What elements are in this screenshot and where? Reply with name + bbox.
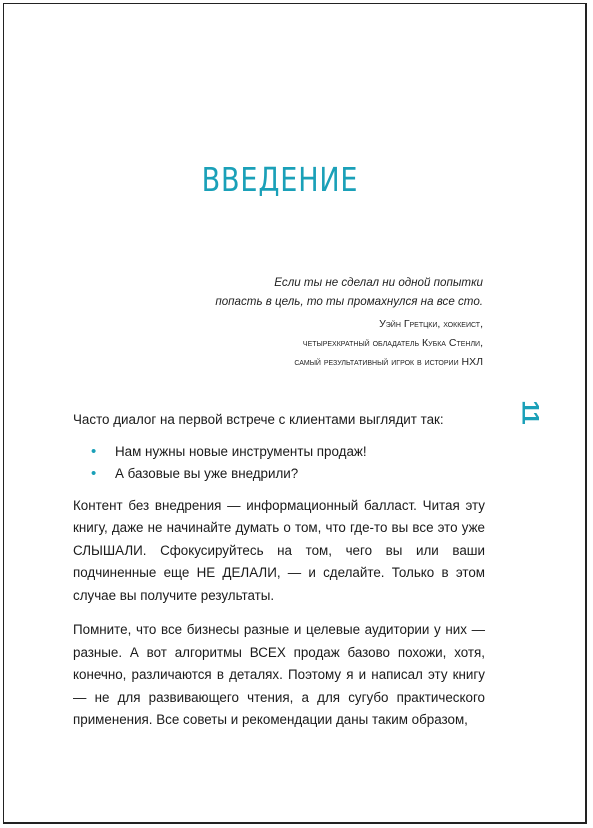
epigraph-attribution-line: самый результативный игрок в истории НХЛ [294, 356, 483, 368]
bullet-list [73, 441, 485, 486]
epigraph [163, 273, 483, 372]
list-item-text: Нам нужны новые инструменты продаж! [115, 443, 367, 459]
chapter-title: ВВЕДЕНИЕ [201, 160, 359, 199]
epigraph-attribution-line: четырехкратный обладатель Кубка Стенли, [302, 337, 483, 349]
list-item [91, 463, 485, 486]
epigraph-quote-line: Если ты не сделал ни одной попытки [274, 276, 483, 289]
paragraph: Помните, что все бизнесы разные и целевые аудитории у них — разные. А вот алгоритмы ВСЕХ продаж базово похожи, хотя, конечно, различаются в деталях. Поэтому я и написал эту книгу — не для развивающего чтения, а для сугубо практического применения. Все советы и рекомендации даны таким образом, [73, 622, 485, 727]
epigraph-quote [163, 273, 483, 311]
bullet-dot-icon: • [91, 465, 97, 482]
paragraph: Контент без внедрения — информационный балласт. Читая эту книгу, даже не начинайте думать о том, что где-то вы все это уже СЛЫШАЛИ. Сфокусируйтесь на том, чего вы или ваши подчиненные еще НЕ ДЕЛАЛИ, — и сделайте. Только в этом случае вы получите результаты. [73, 497, 485, 603]
intro-paragraph: Часто диалог на первой встрече с клиентами выглядит так: [73, 412, 444, 427]
epigraph-quote-line: попасть в цель, то ты промахнулся на все сто. [215, 295, 483, 308]
body-text [73, 409, 485, 732]
bullet-dot-icon: • [91, 442, 97, 460]
list-item-text: А базовые вы уже внедрили? [115, 466, 299, 481]
list-item [91, 441, 485, 464]
epigraph-attribution-line: Уэйн Гретцки, хоккеист, [379, 318, 483, 330]
epigraph-attribution [163, 315, 483, 372]
page-number: 11 [516, 400, 544, 424]
